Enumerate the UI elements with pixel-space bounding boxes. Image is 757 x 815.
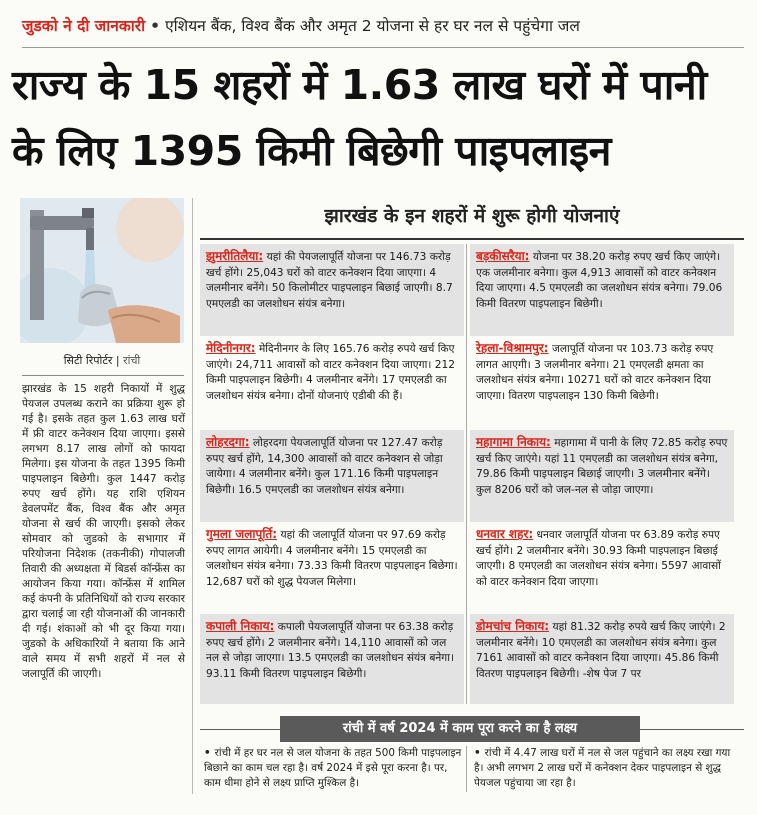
city-block-rehla-vishrampur [470,336,734,430]
city-text: जलापूर्ति योजना पर 103.73 करोड़ रुपए लागत आएगी। 3 जलमीनार बनेगा। 21 एमएलडी क्षमता का जलशोधन संयंत्र बनेगा। 10271 घरों को वाटर कनेक्शन दिया जाएगा। वितरण पाइपलाइन 130 किमी बिछेगी। [476,343,714,402]
city-block-domchanch [470,614,734,704]
kicker-line [22,12,742,40]
bullet-item-right [474,746,736,791]
city-name: डोमचांच निकाय: [476,619,550,633]
city-name: लोहरदगा: [206,435,250,449]
section-title-underline [200,238,744,240]
city-columns-divider [466,244,467,704]
city-name: बड़कीसरैया: [476,249,530,263]
city-block-mahagama [470,430,734,522]
headline-line-1: राज्य के 15 शहरों में 1.63 लाख घरों में पानी [12,61,707,109]
bullet-dot: • [474,747,481,759]
bullets-divider [466,746,467,792]
kicker-text: एशियन बैंक, विश्व बैंक और अमृत 2 योजना से हर घर नल से पहुंचेगा जल [165,17,580,35]
city-block-medininagar [200,336,464,430]
city-block-gumla [200,522,464,614]
city-name: कपाली निकाय: [206,619,275,633]
city-block-badkisaraiya [470,244,734,336]
section-title: झारखंड के इन शहरों में शुरू होगी योजनाएं [324,205,620,227]
bullet-item-left [204,746,466,791]
city-block-lohardaga [200,430,464,522]
city-text: महागामा में पानी के लिए 72.85 करोड़ रुपए खर्च किए जाएंगे। यहां 11 एमएलडी का जलशोधन संयंत्र बनेगा, 79.86 किमी पाइपलाइन बिछाई जाएगी। 3 जलमीनार बनेंगे। कुल 8206 घरों को जल-नल से जोड़ा जाएगा। [476,437,728,496]
city-text: धनवार जलापूर्ति योजना पर 63.89 करोड़ रुपए खर्च होंगे। 2 जलमीनार बनेंगे। 30.93 किमी पाइपलाइन बिछाई जाएगी। 8 एमएलडी का जलशोधन संयंत्र बनेगा। 5597 आवासों को वाटर कनेक्शन दिया जाएगा। [476,529,721,588]
city-name: गुमला जलापूर्ति: [206,527,278,541]
byline [22,350,182,372]
intro-text: झारखंड के 15 शहरी निकायों में शुद्ध पेयजल उपलब्ध कराने का प्रक्रिया शुरू हो गई है। इसके तहत कुल 1.63 लाख घरों में फ्री वाटर कनेक्शन दिया जाएगा। इससे लगभग 8.17 लाख लोगों को फायदा मिलेगा। इस योजना के तहत 1395 किमी पाइपलाइन बिछेगी। कुल 1447 करोड़ रुपए खर्च होंगे। यह राशि एशियन डेवलपमेंट बैंक, विश्व बैंक और अमृत योजना से खर्च की जाएगी। इसको लेकर सोमवार को जुडको के सभागार में परियोजना निदेशक (तकनीकी) गोपालजी तिवारी की अध्यक्षता में बिडर्स कॉन्फ्रेंस का आयोजन किया गया। कॉन्फ्रेंस में शामिल कई कंपनी के प्रतिनिधियों को राज्य सरकार द्वारा चलाई जा रही योजनाओं की जानकारी दी गई। शंकाओं को भी दूर किया गया। जुडको के अधिकारियों ने बताया कि आने वाले समय में सभी शहरों में नल से जलापूर्ति की जाएगी। [22,383,185,680]
water-tap-photo [20,198,184,343]
byline-location: रांची [123,354,141,367]
ranchi-target-banner: रांची में वर्ष 2024 में काम पूरा करने का है लक्ष्य [280,716,640,742]
city-block-dhanwar [470,522,734,614]
city-text: कपाली पेयजलापूर्ति योजना पर 63.38 करोड़ रुपए खर्च होंगे। 2 जलमीनार बनेंगे। 14,110 आवासों को जल नल से जोड़ा जाएगा। 13.5 एमएलडी का जलशोधन संयंत्र बनेगा। 93.11 किमी वितरण पाइपलाइन बिछेगी। [206,621,455,680]
city-name: झुमरीतिलैया: [206,249,264,263]
bullet-dot: • [204,747,211,759]
bullet-text: रांची में 4.47 लाख घरों में नल से जल पहुंचाने का लक्ष्य रखा गया है। अभी लगभग 2 लाख घरों में कनेक्शन देकर पाइपलाइन से शुद्ध पेयजल पहुंचाया जा रहा है। [474,747,731,789]
city-text: योजना पर 38.20 करोड़ रुपए खर्च किए जाएंगे। एक जलमीनार बनेगा। कुल 4,913 आवासों को वाटर कनेक्शन दिया जाएगा। 4.5 एमएलडी का जलशोधन संयंत्र बनेगा। 79.06 किमी वितरण पाइपलाइन बिछेगी। [476,251,723,310]
city-text: यहां 81.32 करोड़ रुपये खर्च किए जाएंगे। 2 जलमीनार बनेंगे। 10 एमएलडी का जलशोधन संयंत्र बनेगा। कुल 7161 आवासों को वाटर कनेक्शन दिया जाएगा। 45.86 किमी वितरण पाइपलाइन बिछेगी। -शेष पेज 7 पर [476,621,726,680]
city-block-jhumritilaiya [200,244,464,336]
city-name: महागामा निकाय: [476,435,551,449]
city-text: लोहरदगा पेयजलापूर्ति योजना पर 127.47 करोड़ रुपए खर्च होंगे, 14,300 आवासों को वाटर कनेक्शन से जोड़ा जायेगा। 4 जलमीनार बनेंगे। कुल 171.16 किमी पाइपलाइन बिछेगी। 16.5 एमएलडी का जलशोधन संयंत्र बनेगा। [206,437,443,496]
column-divider [192,198,193,794]
headline-line-2: के लिए 1395 किमी बिछेगी पाइपलाइन [12,127,611,175]
city-name: धनवार शहर: [476,527,534,541]
kicker-source: जुडको ने दी जानकारी [22,17,146,35]
city-name: मेदिनीनगर: [206,341,256,355]
city-name: रेहला-विश्रामपुर: [476,341,549,355]
byline-reporter: सिटी रिपोर्टर [63,354,113,367]
kicker-divider [22,47,744,48]
bullet-text: रांची में हर घर नल से जल योजना के तहत 500 किमी पाइपलाइन बिछाने का काम चल रहा है। वर्ष 2024 में इसे पूरा करना है। पर, काम धीमा होने से लक्ष्य प्राप्ति मुश्किल है। [204,747,462,789]
byline-divider-line [22,375,184,376]
city-text: यहां की पेयजलापूर्ति योजना पर 146.73 करोड़ खर्च होंगे। 25,043 घरों को वाटर कनेक्शन दिया जाएगा। 4 जलमीनार बनेंगे। 50 किलोमीटर पाइपलाइन बिछाई जाएगी। 8.7 एमएलडी का जलशोधन संयंत्र बनेगा। [206,251,453,310]
city-block-kapali [200,614,464,704]
city-text: मेदिनीनगर के लिए 165.76 करोड़ रुपये खर्च किए जाएंगे। 24,711 आवासों को वाटर कनेक्शन दिया जाएगा। 212 किमी पाइपलाइन बिछेगी। 4 जलमीनार बनेंगे। 17 एमएलडी का जलशोधन संयंत्र बनेगा। दोनों योजनाएं एडीबी की हैं। [206,343,455,402]
city-text: यहां की जलापूर्ति योजना पर 97.69 करोड़ रुपए लागत आयेगी। 4 जलमीनार बनेंगे। 15 एमएलडी का जलशोधन संयंत्र बनेगा। 73.33 किमी वितरण पाइपलाइन बिछेगा। 12,687 घरों को शुद्ध पेयजल मिलेगा। [206,529,458,588]
byline-divider: | [115,354,120,367]
kicker-separator: • [150,17,161,35]
